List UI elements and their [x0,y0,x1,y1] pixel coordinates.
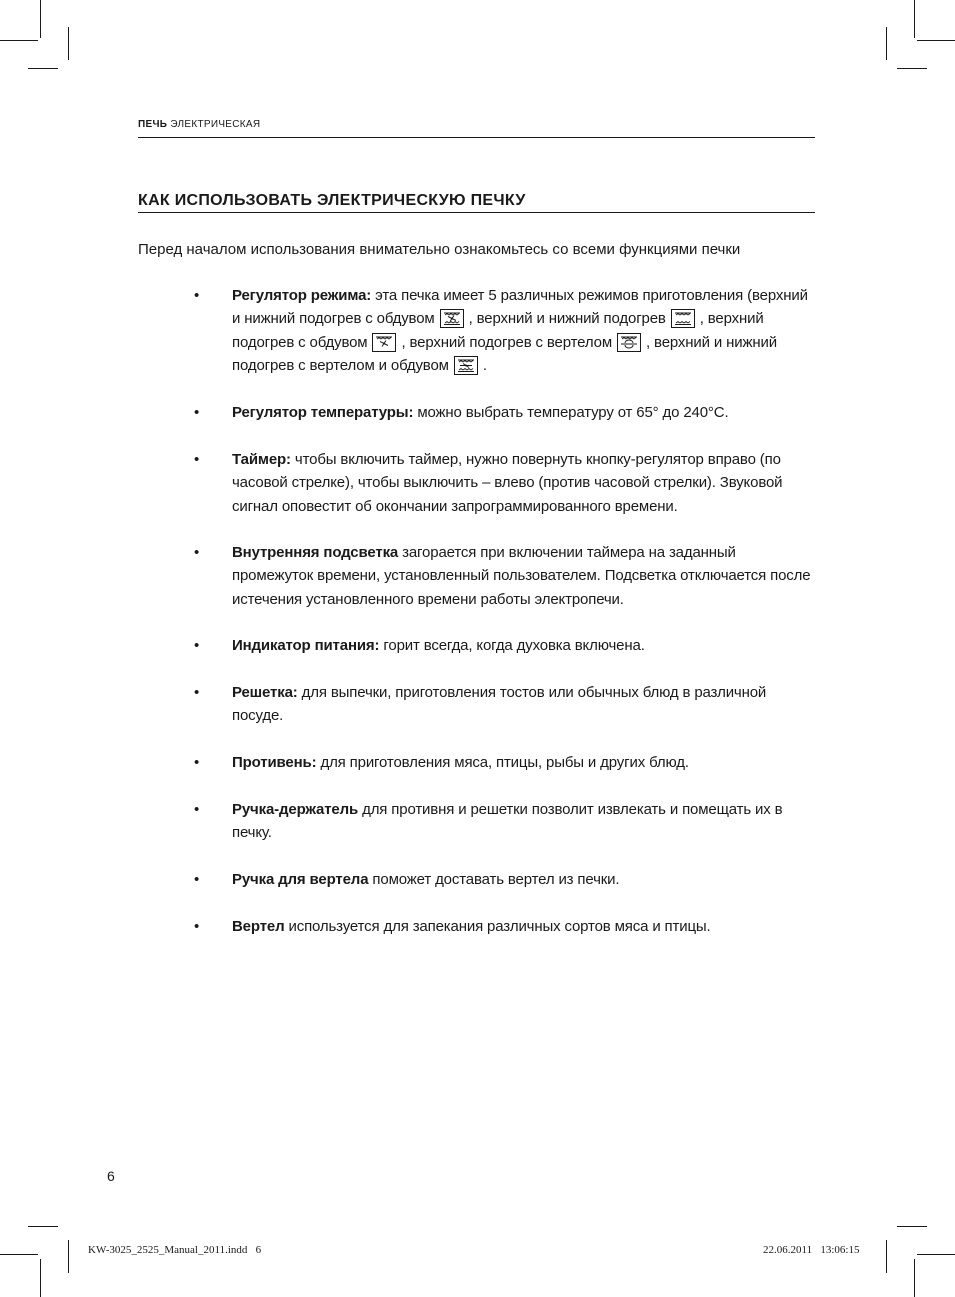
bullet: • [194,754,200,771]
crop-mark [28,1226,58,1227]
item-text: , верхний подогрев с обдувом [232,310,764,351]
crop-mark [0,40,38,41]
list-item [194,448,818,518]
crop-mark [917,1254,955,1255]
title-underline [138,212,815,213]
bullet: • [194,684,200,701]
print-slug-file: KW-3025_2525_Manual_2011.indd 6 [88,1244,262,1256]
item-text: для выпечки, приготовления тостов или обычных блюд в различной посуде. [232,684,767,725]
item-term: Вертел [232,918,285,935]
item-text: эта печка имеет 5 различных режимов приготовления (верхний и нижний подогрев с обдувом [232,287,808,328]
list-item [194,634,818,657]
top-fan-icon [372,333,396,352]
crop-mark [897,1226,927,1227]
list-item [194,868,818,891]
bullet: • [194,637,200,654]
crop-mark [68,1240,69,1273]
crop-mark [28,68,58,69]
top-bottom-heat-icon [671,309,695,328]
crop-mark [0,1254,38,1255]
list-item [194,681,818,728]
item-term: Внутренняя подсветка [232,544,399,561]
running-header-bold: ПЕЧЬ [138,119,168,130]
bullet: • [194,544,200,561]
print-slug-datetime: 22.06.2011 13:06:15 [763,1244,860,1256]
item-text: . [478,356,487,374]
item-term: Решетка: [232,684,298,701]
crop-mark [886,1240,887,1273]
top-bottom-fan-icon [440,309,464,328]
header-divider [138,137,815,138]
item-text: для приготовления мяса, птицы, рыбы и других блюд. [316,754,689,771]
item-text: , верхний и нижний подогрев [464,310,670,328]
item-term: Противень: [232,754,317,771]
item-text: чтобы включить таймер, нужно повернуть кнопку-регулятор вправо (по часовой стрелке), чтобы выключить – влево (против часовой стрелки). Звуковой сигнал оповестит об окончании запрограммированного времени. [232,451,783,515]
item-term: Таймер: [232,451,291,468]
item-term: Регулятор режима: [232,287,372,304]
item-text: горит всегда, когда духовка включена. [379,637,645,654]
crop-mark [897,68,927,69]
crop-mark [40,0,41,38]
crop-mark [914,0,915,38]
top-bottom-rotisserie-fan-icon [454,356,478,375]
item-text: для противня и решетки позволит извлекать и помещать их в печку. [232,801,783,842]
item-text: загорается при включении таймера на заданный промежуток времени, установленный пользователем. Подсветка отключается после истечения установленного времени работы электропечи. [232,544,811,608]
item-text: можно выбрать температуру от 65° до 240°С. [413,404,729,421]
crop-mark [68,27,69,60]
bullet: • [194,404,200,421]
item-text: поможет доставать вертел из печки. [368,871,620,888]
running-header-rest: ЭЛЕКТРИЧЕСКАЯ [167,119,261,130]
page-number: 6 [107,1168,115,1184]
list-item [194,541,818,611]
list-item [194,798,797,845]
list-item [194,915,818,938]
bullet: • [194,871,200,888]
bullet: • [194,287,200,304]
crop-mark [914,1259,915,1297]
item-term: Регулятор температуры: [232,404,414,421]
top-rotisserie-icon [617,333,641,352]
item-term: Ручка для вертела [232,871,369,888]
section-title: КАК ИСПОЛЬЗОВАТЬ ЭЛЕКТРИЧЕСКУЮ ПЕЧКУ [138,192,526,209]
list-item [194,751,818,774]
item-text: , верхний подогрев с вертелом [397,333,616,351]
item-term: Индикатор питания: [232,637,380,654]
item-term: Ручка-держатель [232,801,359,818]
bullet: • [194,918,200,935]
crop-mark [40,1259,41,1297]
item-text: , верхний и нижний подогрев с вертелом и обдувом [232,333,777,374]
running-header [138,119,260,131]
list-item [194,284,818,377]
crop-mark [917,40,955,41]
item-text: используется для запекания различных сортов мяса и птицы. [284,918,711,935]
intro-paragraph: Перед началом использования внимательно ознакомьтесь со всеми функциями печки [138,241,741,258]
crop-mark [886,27,887,60]
bullet: • [194,451,200,468]
list-item [194,401,818,424]
bullet: • [194,801,200,818]
